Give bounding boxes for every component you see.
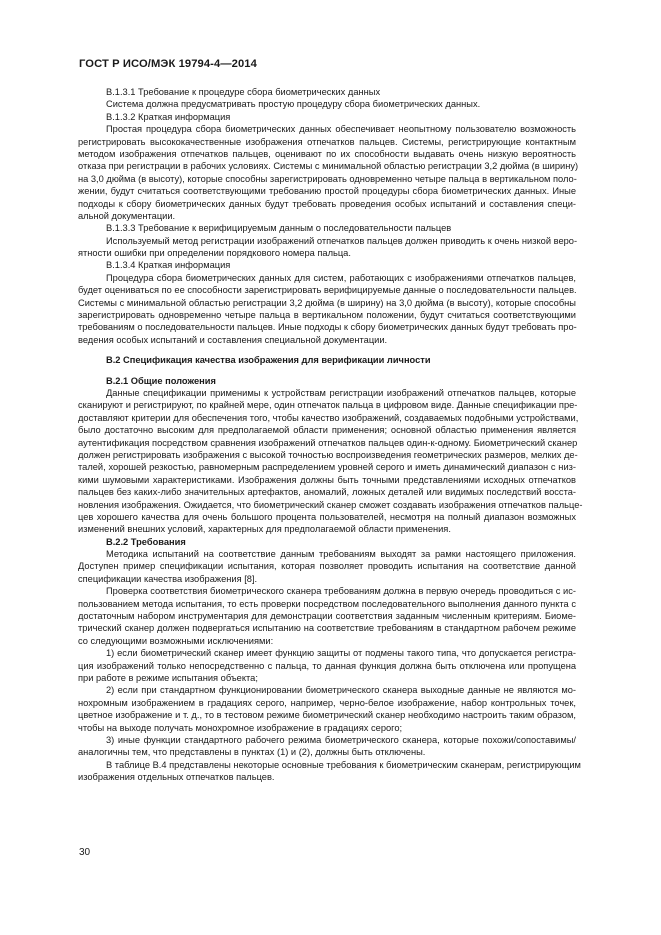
text-line: чтобы на выходе получать монохромное изображение в градациях серого; [78, 722, 403, 733]
text-line: аналогичны тем, что представлены в пунктах (1) и (2), должны быть отключены. [78, 747, 426, 758]
text-line: 1) если биометрический сканер имеет функцию защиты от подмены такого типа, что допускается регистра- [106, 648, 576, 659]
text-line: Система должна предусматривать простую процедуру сбора биометрических данных. [106, 99, 481, 110]
text-line: Проверка соответствия биометрического сканера требованиям должна в первую очередь проводиться с ис- [106, 586, 576, 597]
text-line: пальцев без каких-либо значительных артефактов, аномалий, ложных деталей или видимых последствий восста- [78, 487, 576, 498]
document-header: ГОСТ Р ИСО/МЭК 19794-4—2014 [79, 58, 257, 70]
document-body [78, 86, 583, 783]
text-line: В.1.3.3 Требование к верифицируемым данным о последовательности пальцев [106, 223, 452, 234]
text-line: ятности ошибки при определении порядкового номера пальца. [78, 248, 351, 259]
text-line: изображения отдельных отпечатков пальцев. [78, 772, 275, 783]
text-line: жении, будут считаться соответствующими требованию простой процедуры сбора биометрических данных. Иные [78, 186, 576, 197]
text-line: было достаточно высоким для предполагаемой области применения; основной областью применения является [78, 425, 576, 436]
text-line: нохромным изображением в градациях серого, например, черно-белое изображение, набор контрольных точек, [78, 697, 576, 708]
text-line: изменений внешних условий, характерных для предполагаемой области применения. [78, 524, 451, 535]
text-line: доставляют критерии для обеспечения того, чтобы качество изображений, создаваемых подобными устройствами, [78, 412, 579, 423]
text-line: Системы с минимальной областью регистрации 3,2 дюйма (в ширину) на 3,0 дюйма (в высоту), которые способны [78, 297, 576, 308]
section-heading-line: В.2 Спецификация качества изображения для верификации личности [106, 355, 431, 366]
text-line: В.1.3.1 Требование к процедуре сбора биометрических данных [106, 87, 381, 97]
text-line: со следующими возможными исключениями: [78, 635, 274, 646]
text-line: на 3,0 дюйма (в высоту), которые способны зарегистрировать одновременно четыре пальца в вертикальном поло- [78, 173, 577, 184]
text-line: ция изображений только непосредственно с пальца, то данная функция должна быть отключена или пропущена [78, 660, 576, 671]
text-line: ведения особых испытаний и составления специальной документации. [78, 334, 388, 345]
text-line: будет оцениваться по ее способности зарегистрировать верифицируемые данные о последовательности пальцев. [78, 285, 577, 296]
text-line: требованиям о последовательности пальцев. Иные подходы к сбору биометрических данных будут требовать про- [78, 322, 577, 333]
text-line: аутентификация посредством сравнения изображений отпечатков пальцев один-к-одному. Биометрический сканер [78, 437, 578, 448]
text-line: В.1.3.2 Краткая информация [106, 111, 231, 122]
text-line: В.1.3.4 Краткая информация [106, 260, 231, 271]
page-number: 30 [79, 847, 91, 858]
text-line: Процедура сбора биометрических данных для систем, работающих с изображениями отпечатков пальцев, [106, 272, 576, 283]
text-line: регистрировать высококачественные изображения отпечатков пальцев. Системы, регистрирующие контактным [78, 136, 576, 147]
text-line: достаточным набором инструментария для демонстрации соответствия заданным численным критериям. Биоме- [78, 611, 576, 622]
text-line: 3) иные функции стандартного рабочего режима биометрического сканера, которые похожи/сопоставимы/ [106, 734, 576, 745]
text-line: альной документации. [78, 210, 176, 221]
text-line: должен регистрировать изображения с высокой точностью воспроизведения геометрических размеров, мелких де- [78, 449, 578, 460]
section-heading-line: В.2.1 Общие положения [106, 375, 216, 386]
paragraph-gap [78, 346, 576, 354]
text-line: Методика испытаний на соответствие данным требованиям выходят за рамки настоящего приложения. [106, 549, 576, 560]
text-line: кими шумовыми характеристиками. Изображения должны быть точными представлениями исходных отпечатков [78, 474, 576, 485]
text-line: Используемый метод регистрации изображений отпечатков пальцев должен приводить к очень низкой веро- [106, 235, 578, 246]
text-line: новления изображения. Ожидается, что биометрический сканер сможет создавать изображения отпечатков пальце- [78, 499, 583, 510]
section-heading-line: В.2.2 Требования [106, 536, 186, 547]
text-line: спецификации качества изображения [8]. [78, 573, 258, 584]
text-line: Данные спецификации применимы к устройствам регистрации изображений отпечатков пальцев, которые [106, 387, 576, 398]
text-line: трический сканер должен подвергаться испытанию на соответствие требованиям в стандартном рабочем режиме [78, 623, 576, 634]
text-line: подходы к сбору биометрических данных будут требовать проведения особых испытаний и составления специ- [78, 198, 576, 209]
text-line: отказа при регистрации в рабочих условиях. Системы с минимальной областью регистрации 3,2 дюйма (в ширину) [78, 161, 579, 172]
text-line: методом изображения отпечатков пальцев, оценивают по их способности выдавать очень низкую вероятность [78, 148, 576, 159]
text-line: цев хорошего качества для очень большого процента пользователей, несмотря на полный диапазон возможных [78, 511, 576, 522]
text-line: 2) если при стандартном функционировании биометрического сканера выходные данные не являются мо- [106, 685, 576, 696]
text-line: сканируют и регистрируют, по крайней мере, один отпечаток пальца в цифровом виде. Данные спецификации пре- [78, 400, 578, 411]
text-line: цветное изображение и т. д., то в тестовом режиме биометрический сканер необходимо настроить таким образом, [78, 710, 576, 721]
text-line: пользованием метода испытания, то есть проверки посредством последовательного выполнения данного пункта с [78, 598, 576, 609]
text-line: В таблице В.4 представлены некоторые основные требования к биометрическим сканерам, регистрирующим [106, 759, 581, 770]
text-line: зарегистрировать одновременно четыре пальца в вертикальном положении, будут считаться соответствующими [78, 310, 576, 321]
text-line: Простая процедура сбора биометрических данных обеспечивает неопытному пользователю возможность [106, 124, 576, 135]
text-line: талей, хорошей резкостью, равномерным распределением уровней серого и иметь динамический диапазон с низ- [78, 462, 576, 473]
text-line: Доступен пример спецификации испытания, которая позволяет проводить испытания на соответствие данной [78, 561, 576, 572]
paragraph-gap [78, 367, 576, 375]
text-line: при работе в режиме испытания объекта; [78, 672, 258, 683]
